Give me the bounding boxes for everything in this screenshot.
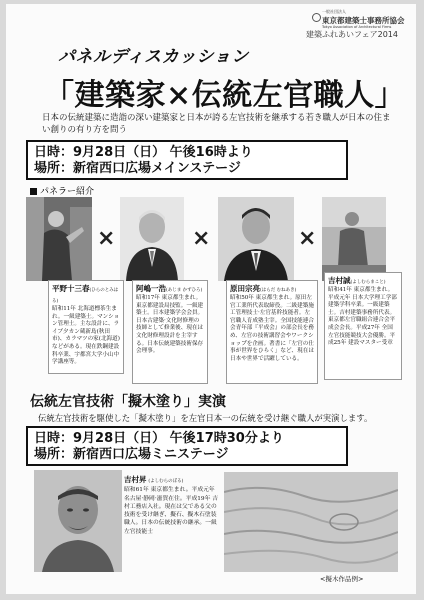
association-logo-icon: [312, 13, 321, 22]
craftsman-at-work-icon: [322, 197, 386, 281]
event-kicker: パネルディスカッション: [58, 47, 249, 67]
panelist-name: 吉村誠: [328, 276, 351, 285]
fair-name: 建築ふれあいフェア2014: [306, 30, 398, 39]
man-portrait-icon: [120, 197, 184, 281]
panelist-bio-2: [132, 280, 208, 384]
panelist-photo-1: [26, 197, 92, 281]
panelist-reading: (あじま かずひろ): [166, 288, 203, 293]
panelist-photo-2: [120, 197, 184, 281]
panelist-name: 阿嶋一浩: [136, 284, 166, 293]
panelist-bio-4: [324, 272, 402, 380]
event1-place: 場所：新宿西口広場メインステージ: [34, 161, 241, 176]
panelist-bio-text: 昭和41年 東京都生まれ。平成元年 日本大学理工学部建築学科卒業。一級建築士。吉村建築事務所代表。東京都左官職組合連合会平成会会長。平成27年 全国左官技能競技大会優勝。平成25年 建設マスター受章: [328, 287, 397, 347]
panelist-bio-1: [48, 280, 124, 374]
event2-datebox: [26, 426, 348, 466]
performer-portrait-icon: [34, 470, 122, 572]
page-title: 「建築家×伝統左官職人」: [44, 78, 406, 113]
flyer-page: [6, 4, 416, 594]
panelist-photo-3: [218, 197, 294, 281]
lead-text: 日本の伝統建築に造詣の深い建築家と日本が誇る左官技術を継承する若き職人が日本の住まい創りの有り方を問う: [42, 113, 391, 135]
demo-section-lead: 伝統左官技術を駆使した「擬木塗り」を左官日本一の伝統を受け継ぐ職人が実演します。: [38, 413, 373, 423]
panelist-reading: (はらだ むねあき): [260, 288, 297, 293]
panelist-bio-text: 昭和11年 北海道標茶生まれ。一級建築士。マンション管理士。主な設計に、ライブ夕カン蔵新島(秋田市)、カラマツの家(北海道)などがある。現在鉄鋼建設科卒業、宇都宮大学小山中学講座等。: [52, 306, 120, 366]
org-name: 東京都建築士事務所協会: [322, 16, 405, 25]
event2-place: 場所：新宿西口広場ミニステージ: [34, 447, 229, 462]
panelist-reading: (よしむらまこと): [350, 280, 386, 285]
event1-datebox: [26, 140, 348, 180]
craftsman-photo-icon: [26, 197, 92, 281]
performer-reading: (よしむらのぼる): [148, 479, 184, 484]
cross-mark: ×: [298, 226, 317, 251]
cross-mark: ×: [97, 226, 116, 251]
panelist-bio-text: 昭和50年 東京都生まれ。原田左官工業所代表取締役。二級建築施工管理技士·左官基幹技能者。左官職人育成塾主宰。全国技能連合会青年部『平成会』の部会長を務め、左官の技術講習会やワークショップを企画。著書に「左官の仕事が世界をひらく」など、現在は日本や世界で活躍している。: [230, 295, 314, 362]
panelist-bio-3: [226, 280, 318, 384]
performer-bio-text: 昭和61年 東京都生まれ。平成元年 名古屋·静岡·滋賀在住。平成19年 吉村工務店入社。現在は父である父の技術を受け継ぎ、擬石、擬木石塗装職人。日本の伝統技術の継承。一級左官技能士: [124, 487, 219, 535]
performer-bio: [124, 476, 219, 536]
panelists-heading: パネラー紹介: [30, 184, 94, 197]
demo-section-title: 伝統左官技術「擬木塗り」実演: [30, 394, 226, 410]
panelist-reading: (ひらのとみはる): [52, 288, 119, 304]
panelist-name: 平野十三春: [52, 284, 90, 293]
org-name-en: Tokyo Association of Architectural Firms: [322, 25, 392, 29]
sample-caption: <擬木作品例>: [320, 575, 364, 583]
performer-photo: [34, 470, 122, 572]
cross-mark: ×: [192, 226, 211, 251]
event1-date: 日時：9月28日（日） 午後16時より: [34, 145, 253, 160]
panelist-bio-text: 昭和17年 東京都生まれ。東京都建設局技監。一級建築士。日本建築学会会員。日本古建築·文化財修理の技師として修業後、現在は文化財修理設計を主宰する。日本伝統建築技術保存会理事。: [136, 295, 204, 355]
panelist-name: 原田宗亮: [230, 284, 260, 293]
man-portrait-icon: [218, 197, 294, 281]
org-type: 一般社団法人: [322, 9, 346, 14]
wood-grain-texture-icon: [224, 472, 398, 572]
panelist-photo-4: [322, 197, 386, 281]
performer-name: 吉村昇: [124, 475, 147, 484]
faux-wood-sample-photo: [224, 472, 398, 572]
square-bullet-icon: [30, 188, 37, 195]
event2-date: 日時：9月28日（日） 午後17時30分より: [34, 431, 284, 446]
